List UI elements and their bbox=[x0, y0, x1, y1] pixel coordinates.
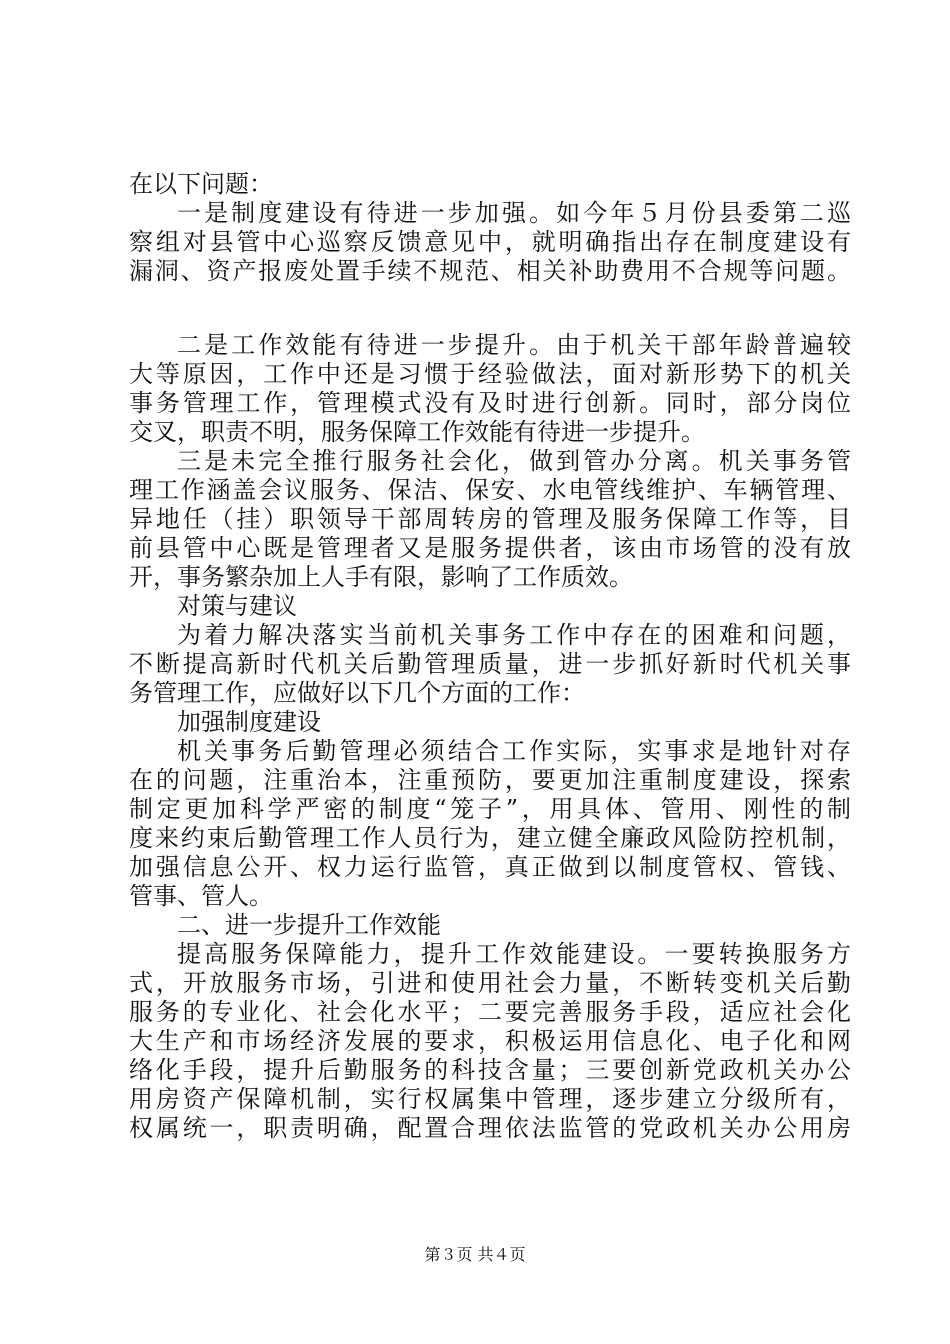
paragraph-gap bbox=[129, 286, 851, 331]
text-line: 络化手段，提升后勤服务的科技含量；三要创新党政机关办公 bbox=[129, 1056, 851, 1084]
text-line: 事务管理工作，管理模式没有及时进行创新。同时，部分岗位 bbox=[129, 389, 851, 417]
text-line: 异地任（挂）职领导干部周转房的管理及服务保障工作等，目 bbox=[129, 505, 851, 533]
page-number-footer: 第３页 共４页 bbox=[424, 1245, 526, 1264]
text-line: 前县管中心既是管理者又是服务提供者，该由市场管的没有放 bbox=[129, 534, 851, 562]
text-line: 机关事务后勤管理必须结合工作实际，实事求是地针对存 bbox=[177, 737, 851, 765]
text-line: 一是制度建设有待进一步加强。如今年５月份县委第二巡 bbox=[177, 199, 851, 227]
section-heading: 对策与建议 bbox=[177, 592, 297, 620]
text-line: 在的问题，注重治本，注重预防，要更加注重制度建设，探索 bbox=[129, 766, 851, 794]
text-line: 度来约束后勤管理工作人员行为，建立健全廉政风险防控机制， bbox=[129, 824, 851, 852]
text-line: 理工作涵盖会议服务、保洁、保安、水电管线维护、车辆管理、 bbox=[129, 476, 851, 504]
text-line: 加强信息公开、权力运行监管，真正做到以制度管权、管钱、 bbox=[129, 853, 851, 881]
document-body bbox=[129, 170, 851, 1143]
section-heading: 二、进一步提升工作效能 bbox=[177, 911, 441, 939]
text-line: 管事、管人。 bbox=[129, 882, 273, 910]
text-line: 服务的专业化、社会化水平；二要完善服务手段，适应社会化 bbox=[129, 998, 851, 1026]
text-line: 制定更加科学严密的制度“笼子”，用具体、管用、刚性的制 bbox=[129, 795, 851, 823]
text-line: 式，开放服务市场，引进和使用社会力量，不断转变机关后勤 bbox=[129, 969, 851, 997]
text-line: 务管理工作，应做好以下几个方面的工作： bbox=[129, 679, 585, 707]
text-line: 在以下问题： bbox=[129, 170, 273, 198]
text-line: 开，事务繁杂加上人手有限，影响了工作质效。 bbox=[129, 563, 633, 591]
text-line: 察组对县管中心巡察反馈意见中，就明确指出存在制度建设有 bbox=[129, 228, 851, 256]
section-heading: 加强制度建设 bbox=[177, 708, 321, 736]
text-line: 权属统一，职责明确，配置合理依法监管的党政机关办公用房 bbox=[129, 1114, 851, 1142]
text-line: 漏洞、资产报废处置手续不规范、相关补助费用不合规等问题。 bbox=[129, 257, 851, 285]
text-line: 二是工作效能有待进一步提升。由于机关干部年龄普遍较 bbox=[177, 331, 851, 359]
text-line: 交叉，职责不明，服务保障工作效能有待进一步提升。 bbox=[129, 418, 705, 446]
text-line: 三是未完全推行服务社会化，做到管办分离。机关事务管 bbox=[177, 447, 851, 475]
text-line: 不断提高新时代机关后勤管理质量，进一步抓好新时代机关事 bbox=[129, 650, 851, 678]
text-line: 为着力解决落实当前机关事务工作中存在的困难和问题， bbox=[177, 621, 851, 649]
text-line: 用房资产保障机制，实行权属集中管理，逐步建立分级所有， bbox=[129, 1085, 851, 1113]
text-line: 大等原因，工作中还是习惯于经验做法，面对新形势下的机关 bbox=[129, 360, 851, 388]
text-line: 大生产和市场经济发展的要求，积极运用信息化、电子化和网 bbox=[129, 1027, 851, 1055]
text-line: 提高服务保障能力，提升工作效能建设。一要转换服务方 bbox=[177, 940, 851, 968]
